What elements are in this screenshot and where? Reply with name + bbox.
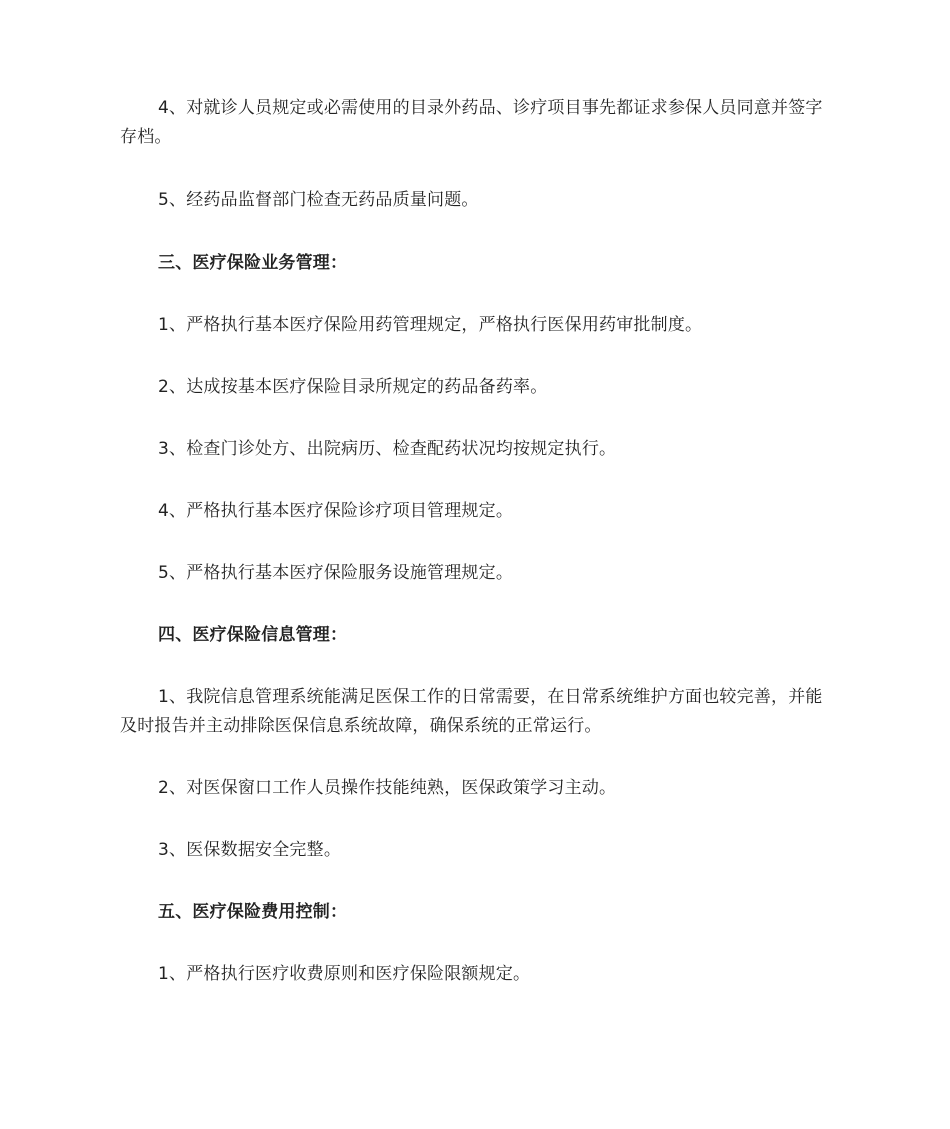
paragraph-medication-rules: 1、严格执行基本医疗保险用药管理规定，严格执行医保用药审批制度。	[158, 315, 703, 335]
paragraph-diagnosis-items: 4、严格执行基本医疗保险诊疗项目管理规定。	[158, 501, 514, 521]
paragraph-service-facilities: 5、严格执行基本医疗保险服务设施管理规定。	[158, 563, 514, 583]
heading-section-3: 三、医疗保险业务管理：	[158, 253, 348, 273]
heading-section-4: 四、医疗保险信息管理：	[158, 625, 348, 645]
paragraph-drug-quality: 5、经药品监督部门检查无药品质量问题。	[158, 190, 479, 210]
paragraph-fee-rules: 1、严格执行医疗收费原则和医疗保险限额规定。	[158, 964, 531, 984]
paragraph-data-security: 3、医保数据安全完整。	[158, 840, 342, 860]
paragraph-stock-rate: 2、达成按基本医疗保险目录所规定的药品备药率。	[158, 377, 548, 397]
paragraph-drug-catalog-consent: 4、对就诊人员规定或必需使用的目录外药品、诊疗项目事先都证求参保人员同意并签字存档。	[120, 98, 823, 147]
heading-section-5: 五、医疗保险费用控制：	[158, 902, 348, 922]
paragraph-prescription-check: 3、检查门诊处方、出院病历、检查配药状况均按规定执行。	[158, 439, 617, 459]
paragraph-window-staff: 2、对医保窗口工作人员操作技能纯熟，医保政策学习主动。	[158, 778, 617, 798]
paragraph-info-system: 1、我院信息管理系统能满足医保工作的日常需要，在日常系统维护方面也较完善，并能及时报告并主动排除医保信息系统故障，确保系统的正常运行。	[120, 687, 823, 736]
